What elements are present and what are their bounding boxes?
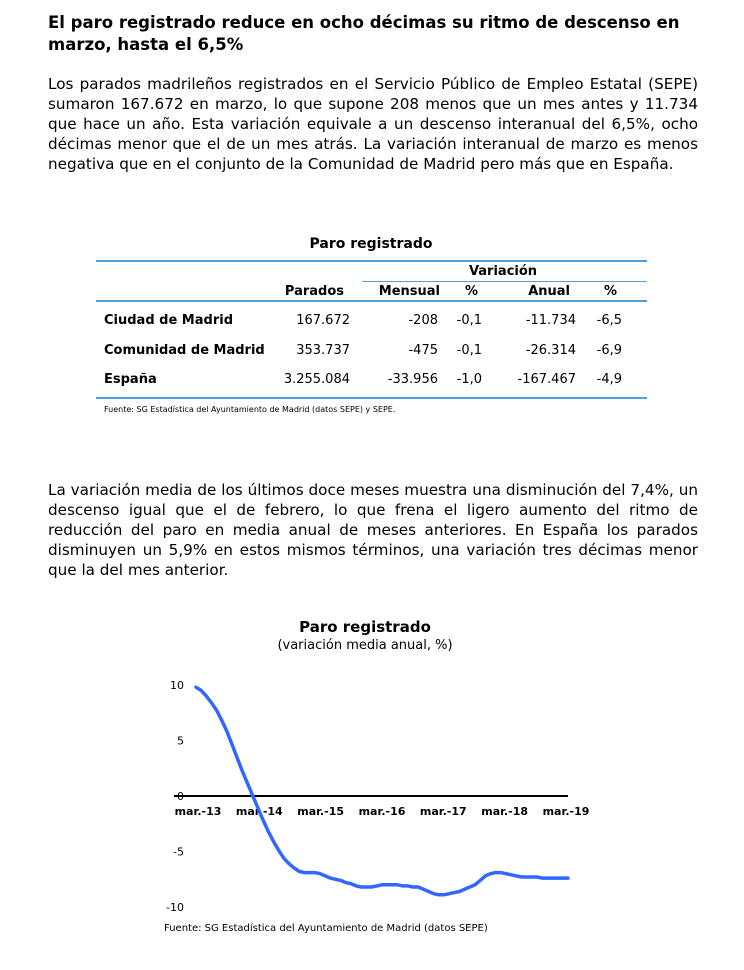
x-tick-label: mar.-14 [235, 805, 283, 818]
row-parados: 353.737 [296, 343, 350, 358]
second-paragraph: La variación media de los últimos doce meses muestra una disminución del 7,4%, un descenso igual que el de febrero, lo que frena el ligero aumento del ritmo de reducción del paro en media anual de meses anteriores. En España los parados disminuyen un 5,9% en estos mismos términos, una variación tres décimas menor que la del mes anterior. [48, 481, 698, 579]
row-mensual: -208 [408, 313, 438, 328]
row-mensual: -33.956 [387, 372, 438, 387]
headline: El paro registrado reduce en ocho décimas su ritmo de descenso en marzo, hasta el 6,5% [48, 13, 680, 54]
row-mensual-pct: -0,1 [456, 343, 482, 358]
chart-title: Paro registrado [299, 618, 431, 636]
x-tick-label: mar.-19 [542, 805, 590, 818]
row-label: Ciudad de Madrid [104, 313, 233, 328]
header-mensual: Mensual [378, 284, 440, 299]
intro-paragraph: Los parados madrileños registrados en el Servicio Público de Empleo Estatal (SEPE) sumaron 167.672 en marzo, lo que supone 208 menos que un mes antes y 11.734 que hace un año. Esta variación equivale a un descenso interanual del 6,5%, ocho décimas menor que el de un mes atrás. La variación interanual de marzo es menos negativa que en el conjunto de la Comunidad de Madrid pero más que en España. [48, 75, 698, 173]
series-line [196, 687, 568, 895]
chart-subtitle: (variación media anual, %) [277, 638, 453, 653]
row-label: Comunidad de Madrid [104, 343, 265, 358]
header-parados: Parados [284, 284, 344, 299]
row-anual: -11.734 [525, 313, 576, 328]
x-tick-label: mar.-15 [297, 805, 345, 818]
row-anual-pct: -4,9 [596, 372, 622, 387]
y-tick-label: 0 [177, 790, 184, 803]
row-anual: -167.467 [517, 372, 576, 387]
x-tick-label: mar.-16 [358, 805, 406, 818]
x-tick-label: mar.-17 [419, 805, 467, 818]
y-tick-label: 5 [177, 734, 184, 748]
x-tick-label: mar.-18 [481, 805, 529, 818]
table-title: Paro registrado [309, 236, 433, 252]
table-group-header: Variación [468, 264, 538, 279]
row-parados: 3.255.084 [283, 372, 350, 387]
chart-source: Fuente: SG Estadística del Ayuntamiento de Madrid (datos SEPE) [164, 923, 488, 934]
x-tick-label: mar.-13 [174, 805, 222, 818]
row-anual: -26.314 [525, 343, 576, 358]
y-tick-label: -10 [166, 901, 184, 914]
y-tick-label: -5 [173, 845, 184, 859]
header-anual: Anual [528, 284, 570, 299]
row-mensual: -475 [408, 343, 438, 358]
y-tick-label: 10 [170, 679, 184, 692]
row-label: España [104, 372, 157, 387]
header-anual-pct: % [603, 284, 617, 299]
row-mensual-pct: -0,1 [456, 313, 482, 328]
header-mensual-pct: % [464, 284, 478, 299]
row-anual-pct: -6,5 [596, 313, 622, 328]
row-parados: 167.672 [296, 313, 350, 328]
row-anual-pct: -6,9 [596, 343, 622, 358]
row-mensual-pct: -1,0 [456, 372, 482, 387]
table-source: Fuente: SG Estadística del Ayuntamiento de Madrid (datos SEPE) y SEPE. [104, 405, 396, 414]
